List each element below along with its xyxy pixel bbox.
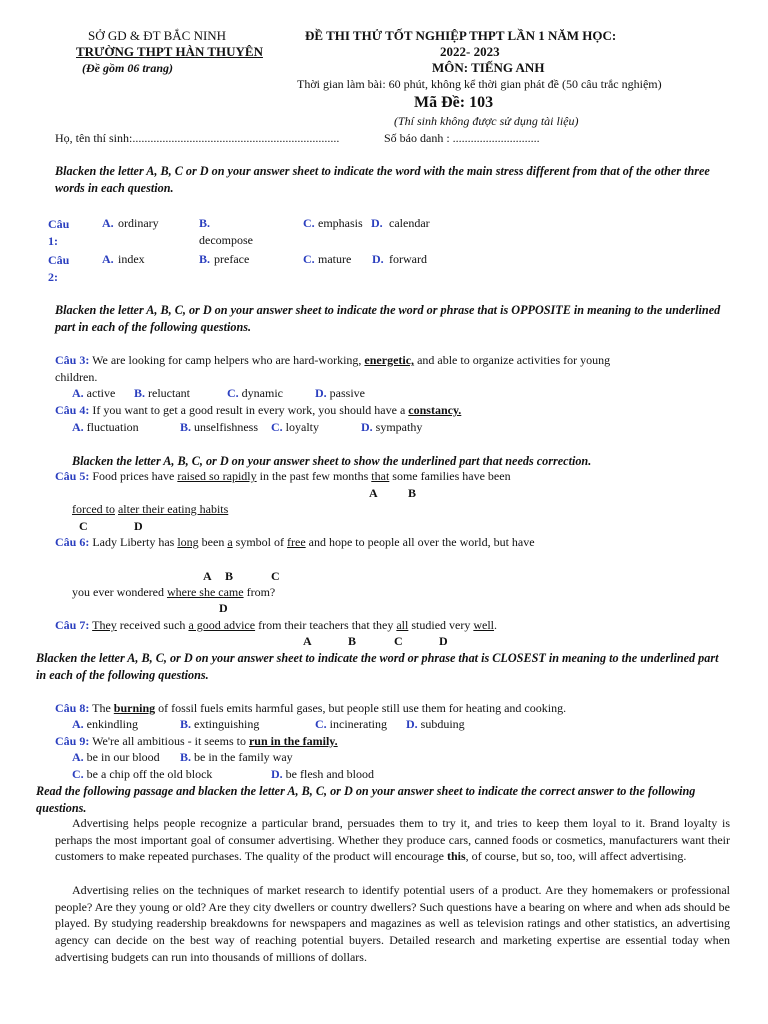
school-name: TRƯỜNG THPT HÀN THUYÊN	[76, 44, 263, 59]
candidate-name-line: Họ, tên thí sinh:.....................................................................	[55, 131, 340, 145]
section5-instruction: Read the following passage and blacken the letter A, B, C, or D on your answer sheet to indicate the correct answer to the following questions.	[36, 784, 696, 815]
dept-name: SỞ GD & ĐT BẮC NINH	[88, 28, 227, 43]
exam-code: Mã Đề: 103	[414, 94, 494, 111]
section3-instruction: Blacken the letter A, B, C, or D on your answer sheet to show the underlined part that needs correction.	[72, 454, 592, 468]
subject: MÔN: TIẾNG ANH	[432, 60, 545, 75]
time-note: Thời gian làm bài: 60 phút, không kể thời gian phát đề (50 câu trắc nghiệm)	[297, 77, 662, 91]
section1-instruction: Blacken the letter A, B, C or D on your answer sheet to indicate the word with the main stress different from that of the other three words in each question.	[55, 164, 710, 195]
section2-instruction: Blacken the letter A, B, C, or D on your answer sheet to indicate the word or phrase that is OPPOSITE in meaning to the underlined part in each of the following questions.	[55, 303, 721, 334]
candidate-number-line: Số báo danh : .............................	[384, 131, 540, 145]
page-count-note: (Đề gồm 06 trang)	[82, 61, 173, 75]
passage-paragraph-2: Advertising relies on the techniques of market research to identify potential users of a product. Are they homemakers or professional people? Are they young or old? Are they city dwellers or country dwellers? Such questions have a bearing on where and when ads should be played. By studying readership breakdowns for newspapers and magazines as well as television ratings and other statistics, an advertising agency can decide on the best way of reaching potential buyers. Detailed research and marketing expertise are essential today when advertising budgets can run into thousands of millions of dollars.	[55, 883, 730, 964]
no-materials-note: (Thí sinh không được sử dụng tài liệu)	[394, 114, 579, 128]
school-year: 2022- 2023	[440, 44, 500, 59]
passage-paragraph-1: Advertising helps people recognize a particular brand, persuades them to try it, and tries to keep them loyal to it. Brand loyalty is perhaps the most important goal of consumer advertising. Whether they produce cars, canned foods or cosmetics, manufacturers want their customers to make repeated purchases. The quality of the product will encourage this, of course, but so, too, will affect advertising.	[55, 816, 730, 864]
section4-instruction: Blacken the letter A, B, C, or D on your answer sheet to indicate the word or phrase that is CLOSEST in meaning to the underlined part in each of the following questions.	[36, 651, 719, 682]
exam-title: ĐỀ THI THỬ TỐT NGHIỆP THPT LẦN 1 NĂM HỌC:	[305, 28, 617, 43]
